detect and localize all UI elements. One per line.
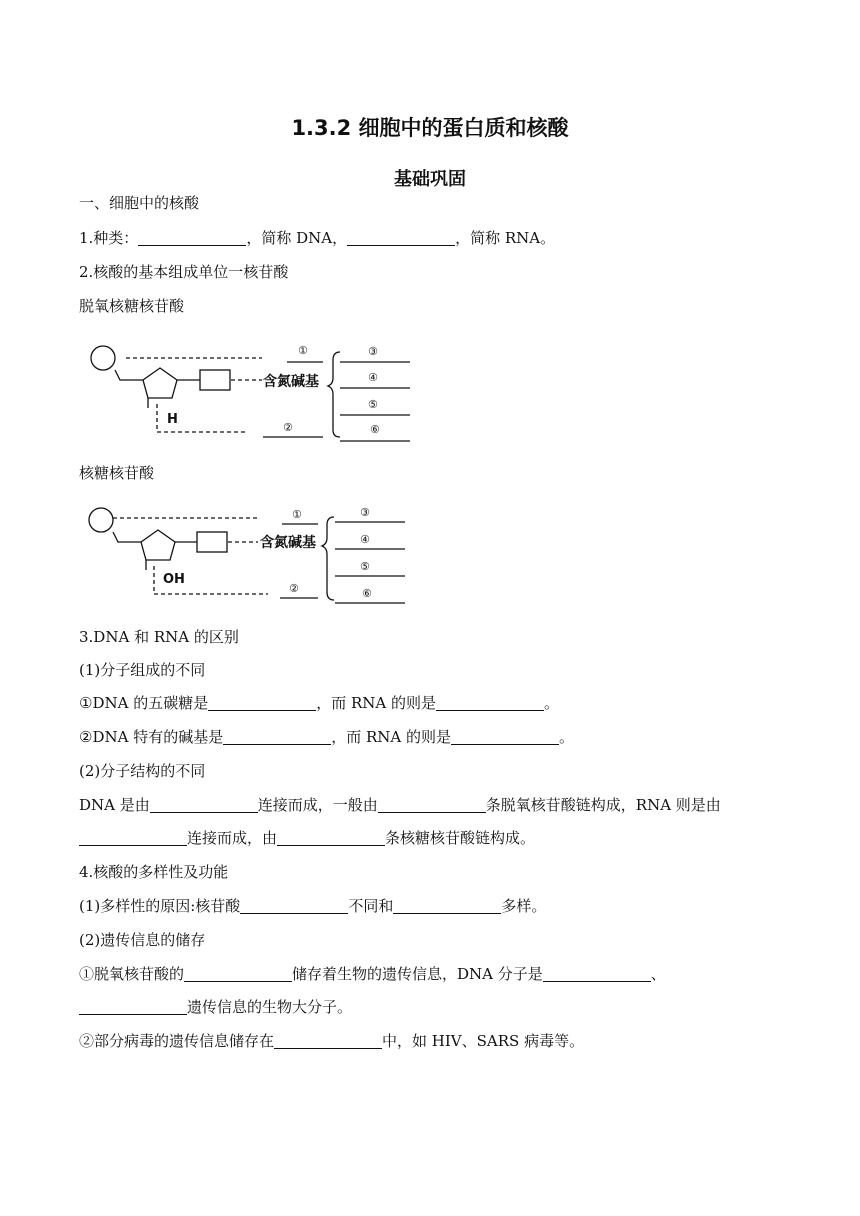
marker-6: ⑥ xyxy=(362,587,372,600)
question-3-1a: ①DNA 的五碳糖是 ，而 RNA 的则是 。 xyxy=(79,694,560,712)
base-brace xyxy=(322,517,334,600)
dna-nucleotide-label: 脱氧核糖核苷酸 xyxy=(79,297,185,315)
question-4-1: (1)多样性的原因:核苷酸 不同和 多样。 xyxy=(79,897,547,915)
answer-blank[interactable] xyxy=(79,999,187,1015)
base-label: 含氮碱基 xyxy=(263,374,319,390)
answer-blank[interactable] xyxy=(79,830,187,846)
base-rect xyxy=(197,532,227,552)
answer-blank[interactable] xyxy=(223,729,331,745)
question-4: 4.核酸的多样性及功能 xyxy=(79,863,229,881)
marker-6: ⑥ xyxy=(370,423,380,436)
marker-4: ④ xyxy=(368,371,378,384)
marker-4: ④ xyxy=(360,533,370,546)
page-title: 1.3.2 细胞中的蛋白质和核酸 xyxy=(291,116,569,140)
answer-blank[interactable] xyxy=(436,695,544,711)
marker-5: ⑤ xyxy=(360,560,370,573)
marker-2: ② xyxy=(283,421,293,434)
answer-blank[interactable] xyxy=(451,729,559,745)
rna-nucleotide-label: 核糖核苷酸 xyxy=(79,464,155,482)
answer-blank[interactable] xyxy=(150,797,258,813)
question-3: 3.DNA 和 RNA 的区别 xyxy=(79,628,239,646)
answer-blank[interactable] xyxy=(184,966,292,982)
base-label: 含氮碱基 xyxy=(260,535,316,551)
phosphate-bond xyxy=(113,532,141,542)
question-3-1b: ②DNA 特有的碱基是 ，而 RNA 的则是 。 xyxy=(79,728,575,746)
section-subtitle: 基础巩固 xyxy=(394,169,466,190)
question-3-2: (2)分子结构的不同 xyxy=(79,762,206,780)
marker-1: ① xyxy=(292,508,302,521)
question-1: 1.种类： ，简称 DNA， ，简称 RNA。 xyxy=(79,229,556,247)
answer-blank[interactable] xyxy=(543,966,651,982)
marker-2: ② xyxy=(289,582,299,595)
question-3-2a: DNA 是由 连接而成，一般由 条脱氧核苷酸链构成，RNA 则是由 xyxy=(79,796,721,814)
marker-3: ③ xyxy=(368,345,378,358)
marker-3: ③ xyxy=(360,506,370,519)
pentose-pentagon xyxy=(141,530,175,560)
marker-5: ⑤ xyxy=(368,398,378,411)
question-3-2b: 连接而成，由 条核糖核苷酸链构成。 xyxy=(79,828,535,848)
question-4-2a: ①脱氧核苷酸的 储存着生物的遗传信息，DNA 分子是 、 xyxy=(79,965,666,983)
answer-blank[interactable] xyxy=(208,695,316,711)
section-heading-nucleic-acid: 一、细胞中的核酸 xyxy=(79,194,200,212)
phosphate-circle xyxy=(89,508,113,532)
marker-1: ① xyxy=(298,344,308,357)
answer-blank[interactable] xyxy=(240,898,348,914)
answer-blank[interactable] xyxy=(274,1033,382,1049)
question-2: 2.核酸的基本组成单位一核苷酸 xyxy=(79,263,289,281)
question-4-2c: ②部分病毒的遗传信息储存在 中，如 HIV、SARS 病毒等。 xyxy=(79,1032,585,1050)
question-4-2b: 遗传信息的生物大分子。 xyxy=(79,997,352,1017)
answer-blank[interactable] xyxy=(277,830,385,846)
question-4-2: (2)遗传信息的储存 xyxy=(79,931,206,949)
answer-blank[interactable] xyxy=(378,797,486,813)
sugar-group-label: OH xyxy=(163,572,185,587)
sugar-group-label: H xyxy=(167,412,178,427)
answer-blank[interactable] xyxy=(393,898,501,914)
question-3-1: (1)分子组成的不同 xyxy=(79,661,206,679)
